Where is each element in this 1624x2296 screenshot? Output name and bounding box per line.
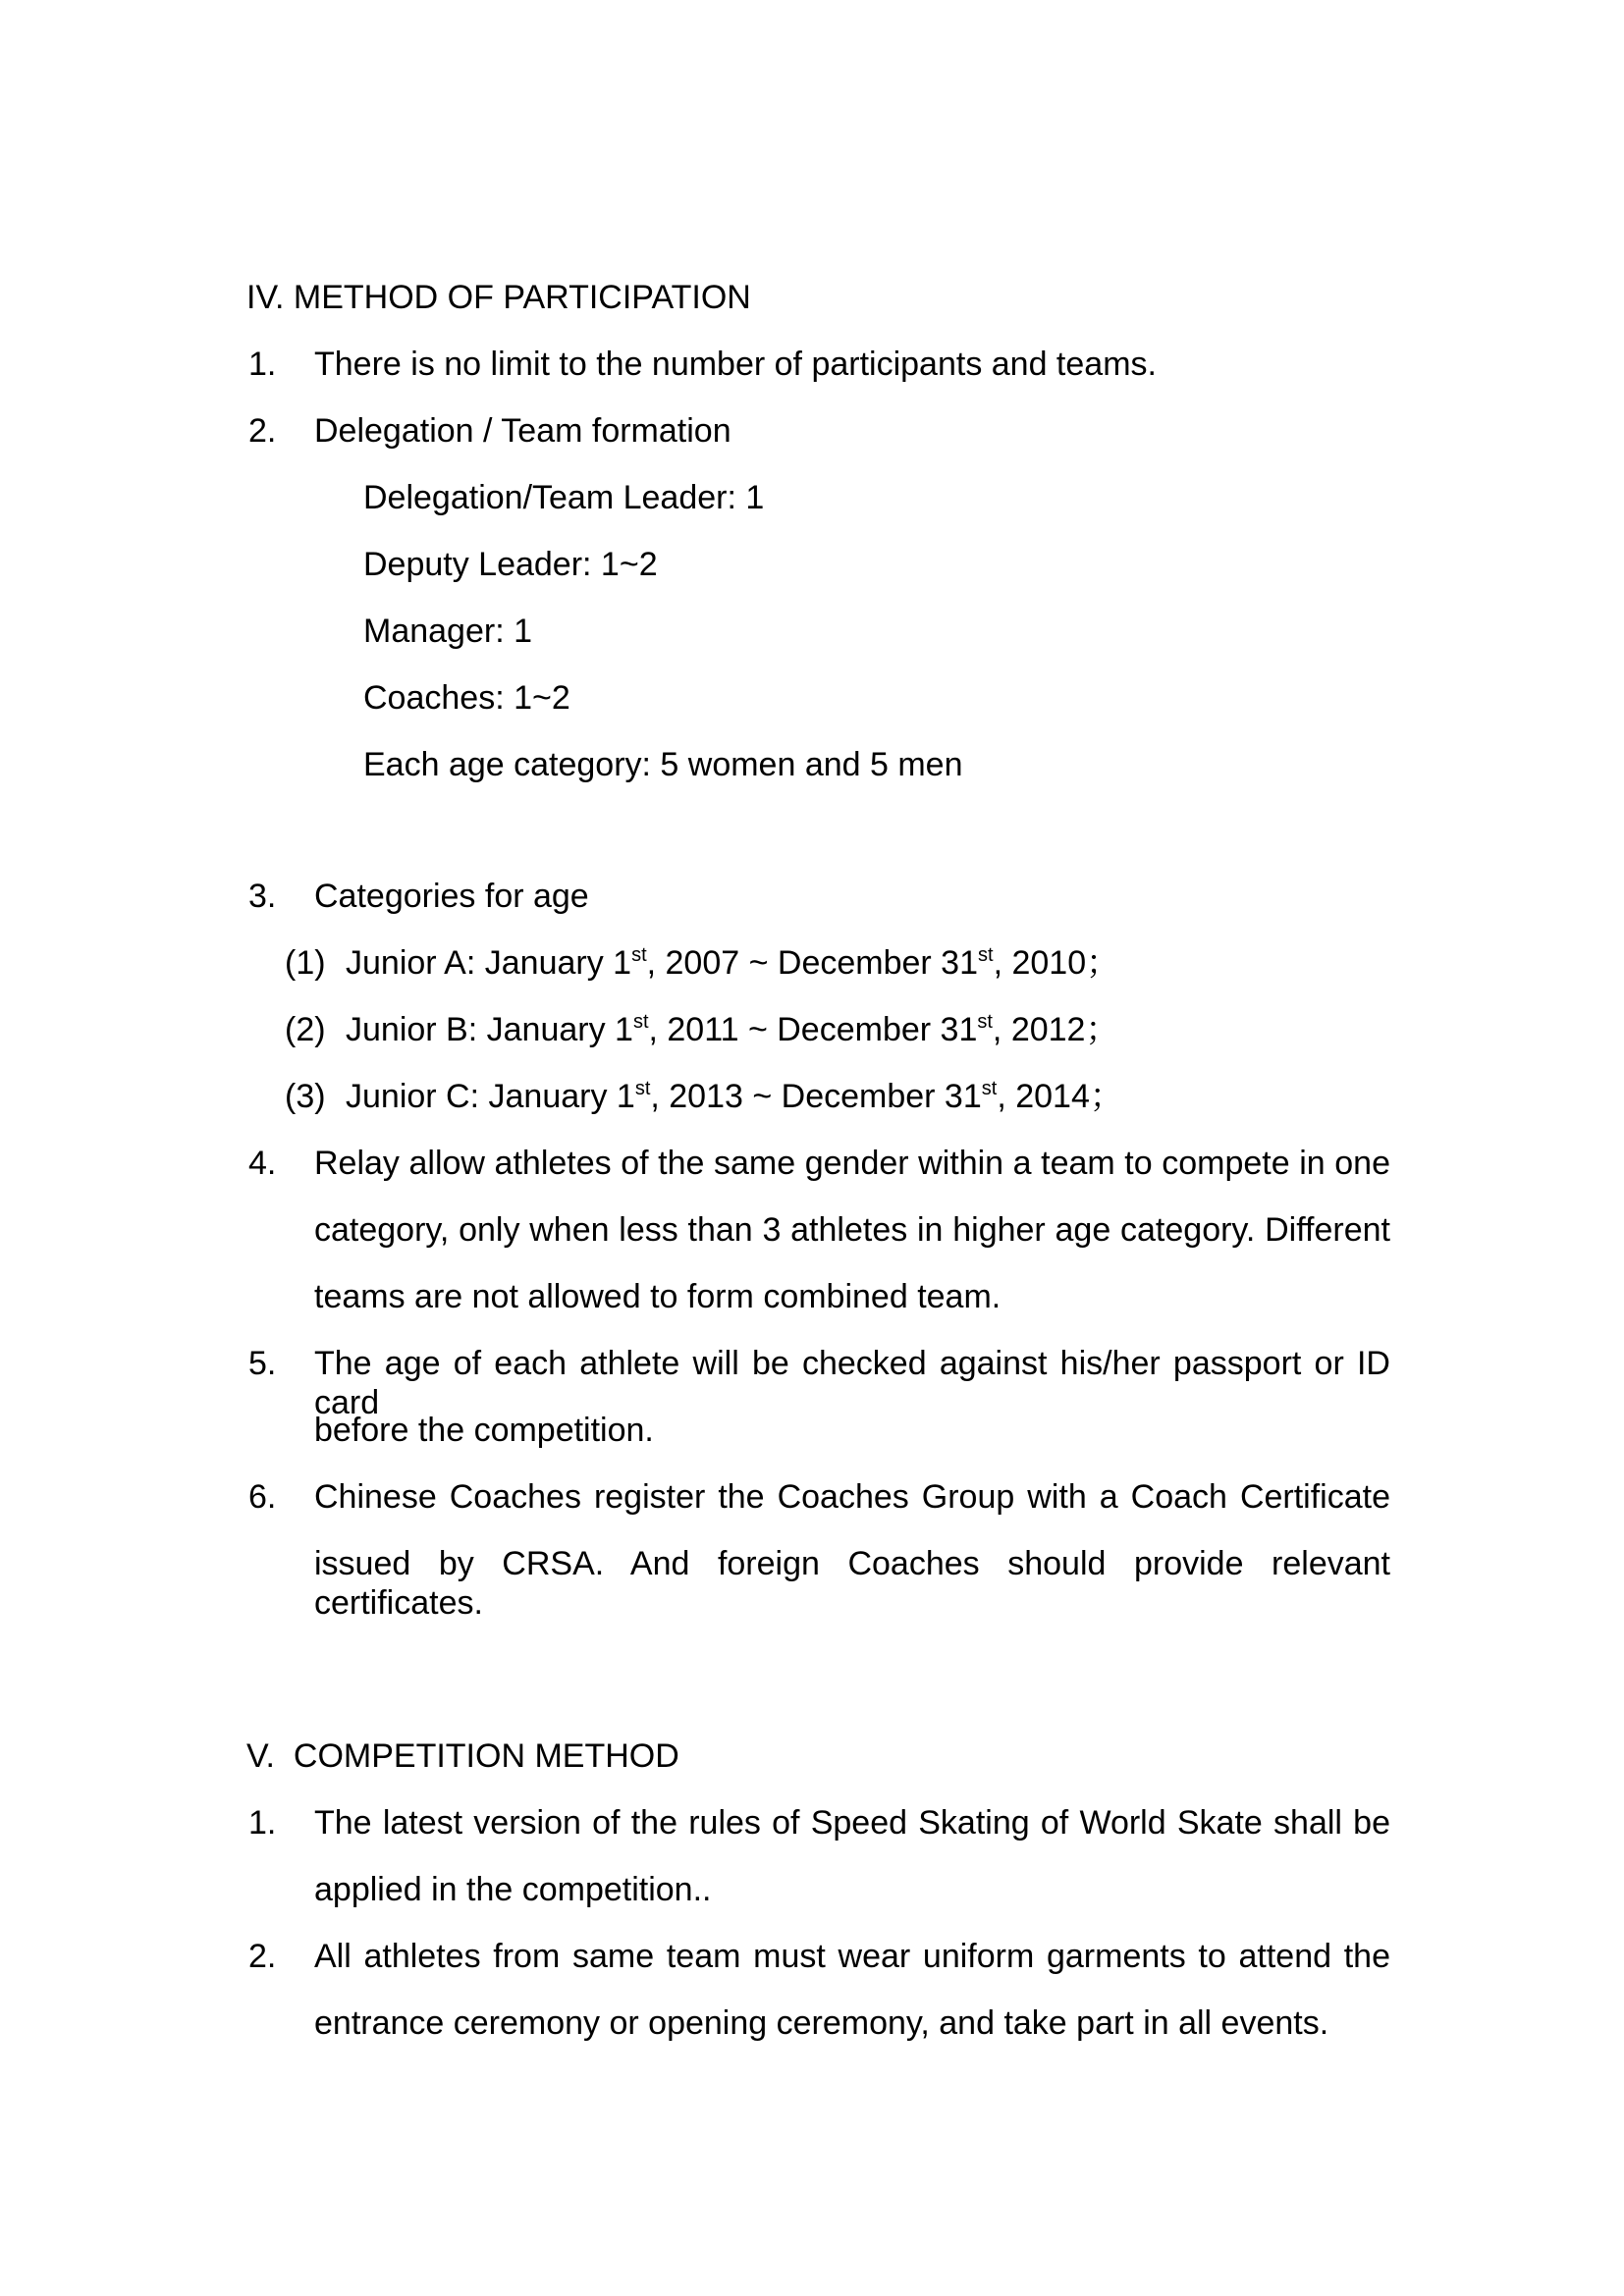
age-category-junior-b: Junior B: January 1st, 2011 ~ December 31st, 2012； [346, 1011, 1119, 1048]
team-role: Coaches: 1~2 [363, 679, 570, 717]
age-category-number: (1) [285, 944, 326, 982]
item-number: 2. [248, 412, 277, 450]
section-heading-v: V. COMPETITION METHOD [246, 1737, 679, 1775]
item-text-line: Relay allow athletes of the same gender within a team to compete in one [314, 1145, 1390, 1182]
section-heading-iv: IV. METHOD OF PARTICIPATION [246, 279, 751, 316]
item-text-line: The age of each athlete will be checked against his/her passport or ID card [314, 1345, 1390, 1421]
item-text: Categories for age [314, 878, 589, 915]
item-number: 1. [248, 346, 277, 383]
age-category-number: (3) [285, 1078, 326, 1115]
item-text: Delegation / Team formation [314, 412, 731, 450]
item-number: 6. [248, 1478, 277, 1516]
item-text-line: Chinese Coaches register the Coaches Group with a Coach Certificate [314, 1478, 1390, 1516]
age-category-number: (2) [285, 1011, 326, 1048]
age-category-junior-c: Junior C: January 1st, 2013 ~ December 31st, 2014； [346, 1078, 1123, 1115]
item-text-line: category, only when less than 3 athletes in higher age category. Different [314, 1211, 1390, 1249]
item-text-line: All athletes from same team must wear uniform garments to attend the [314, 1938, 1390, 1975]
item-text-line: teams are not allowed to form combined team. [314, 1278, 1001, 1315]
item-number: 5. [248, 1345, 277, 1382]
team-role: Manager: 1 [363, 613, 532, 650]
item-text-line: issued by CRSA. And foreign Coaches should provide relevant certificates. [314, 1545, 1390, 1622]
team-role: Deputy Leader: 1~2 [363, 546, 658, 583]
team-role: Delegation/Team Leader: 1 [363, 479, 765, 516]
item-text-line: before the competition. [314, 1412, 654, 1449]
team-role: Each age category: 5 women and 5 men [363, 746, 963, 783]
item-text-line: applied in the competition.. [314, 1871, 712, 1908]
item-number: 1. [248, 1804, 277, 1842]
item-text: There is no limit to the number of participants and teams. [314, 346, 1157, 383]
item-number: 3. [248, 878, 277, 915]
item-text-line: The latest version of the rules of Speed Skating of World Skate shall be [314, 1804, 1390, 1842]
item-number: 2. [248, 1938, 277, 1975]
item-number: 4. [248, 1145, 277, 1182]
age-category-junior-a: Junior A: January 1st, 2007 ~ December 31st, 2010； [346, 944, 1120, 982]
item-text-line: entrance ceremony or opening ceremony, and take part in all events. [314, 2004, 1329, 2042]
